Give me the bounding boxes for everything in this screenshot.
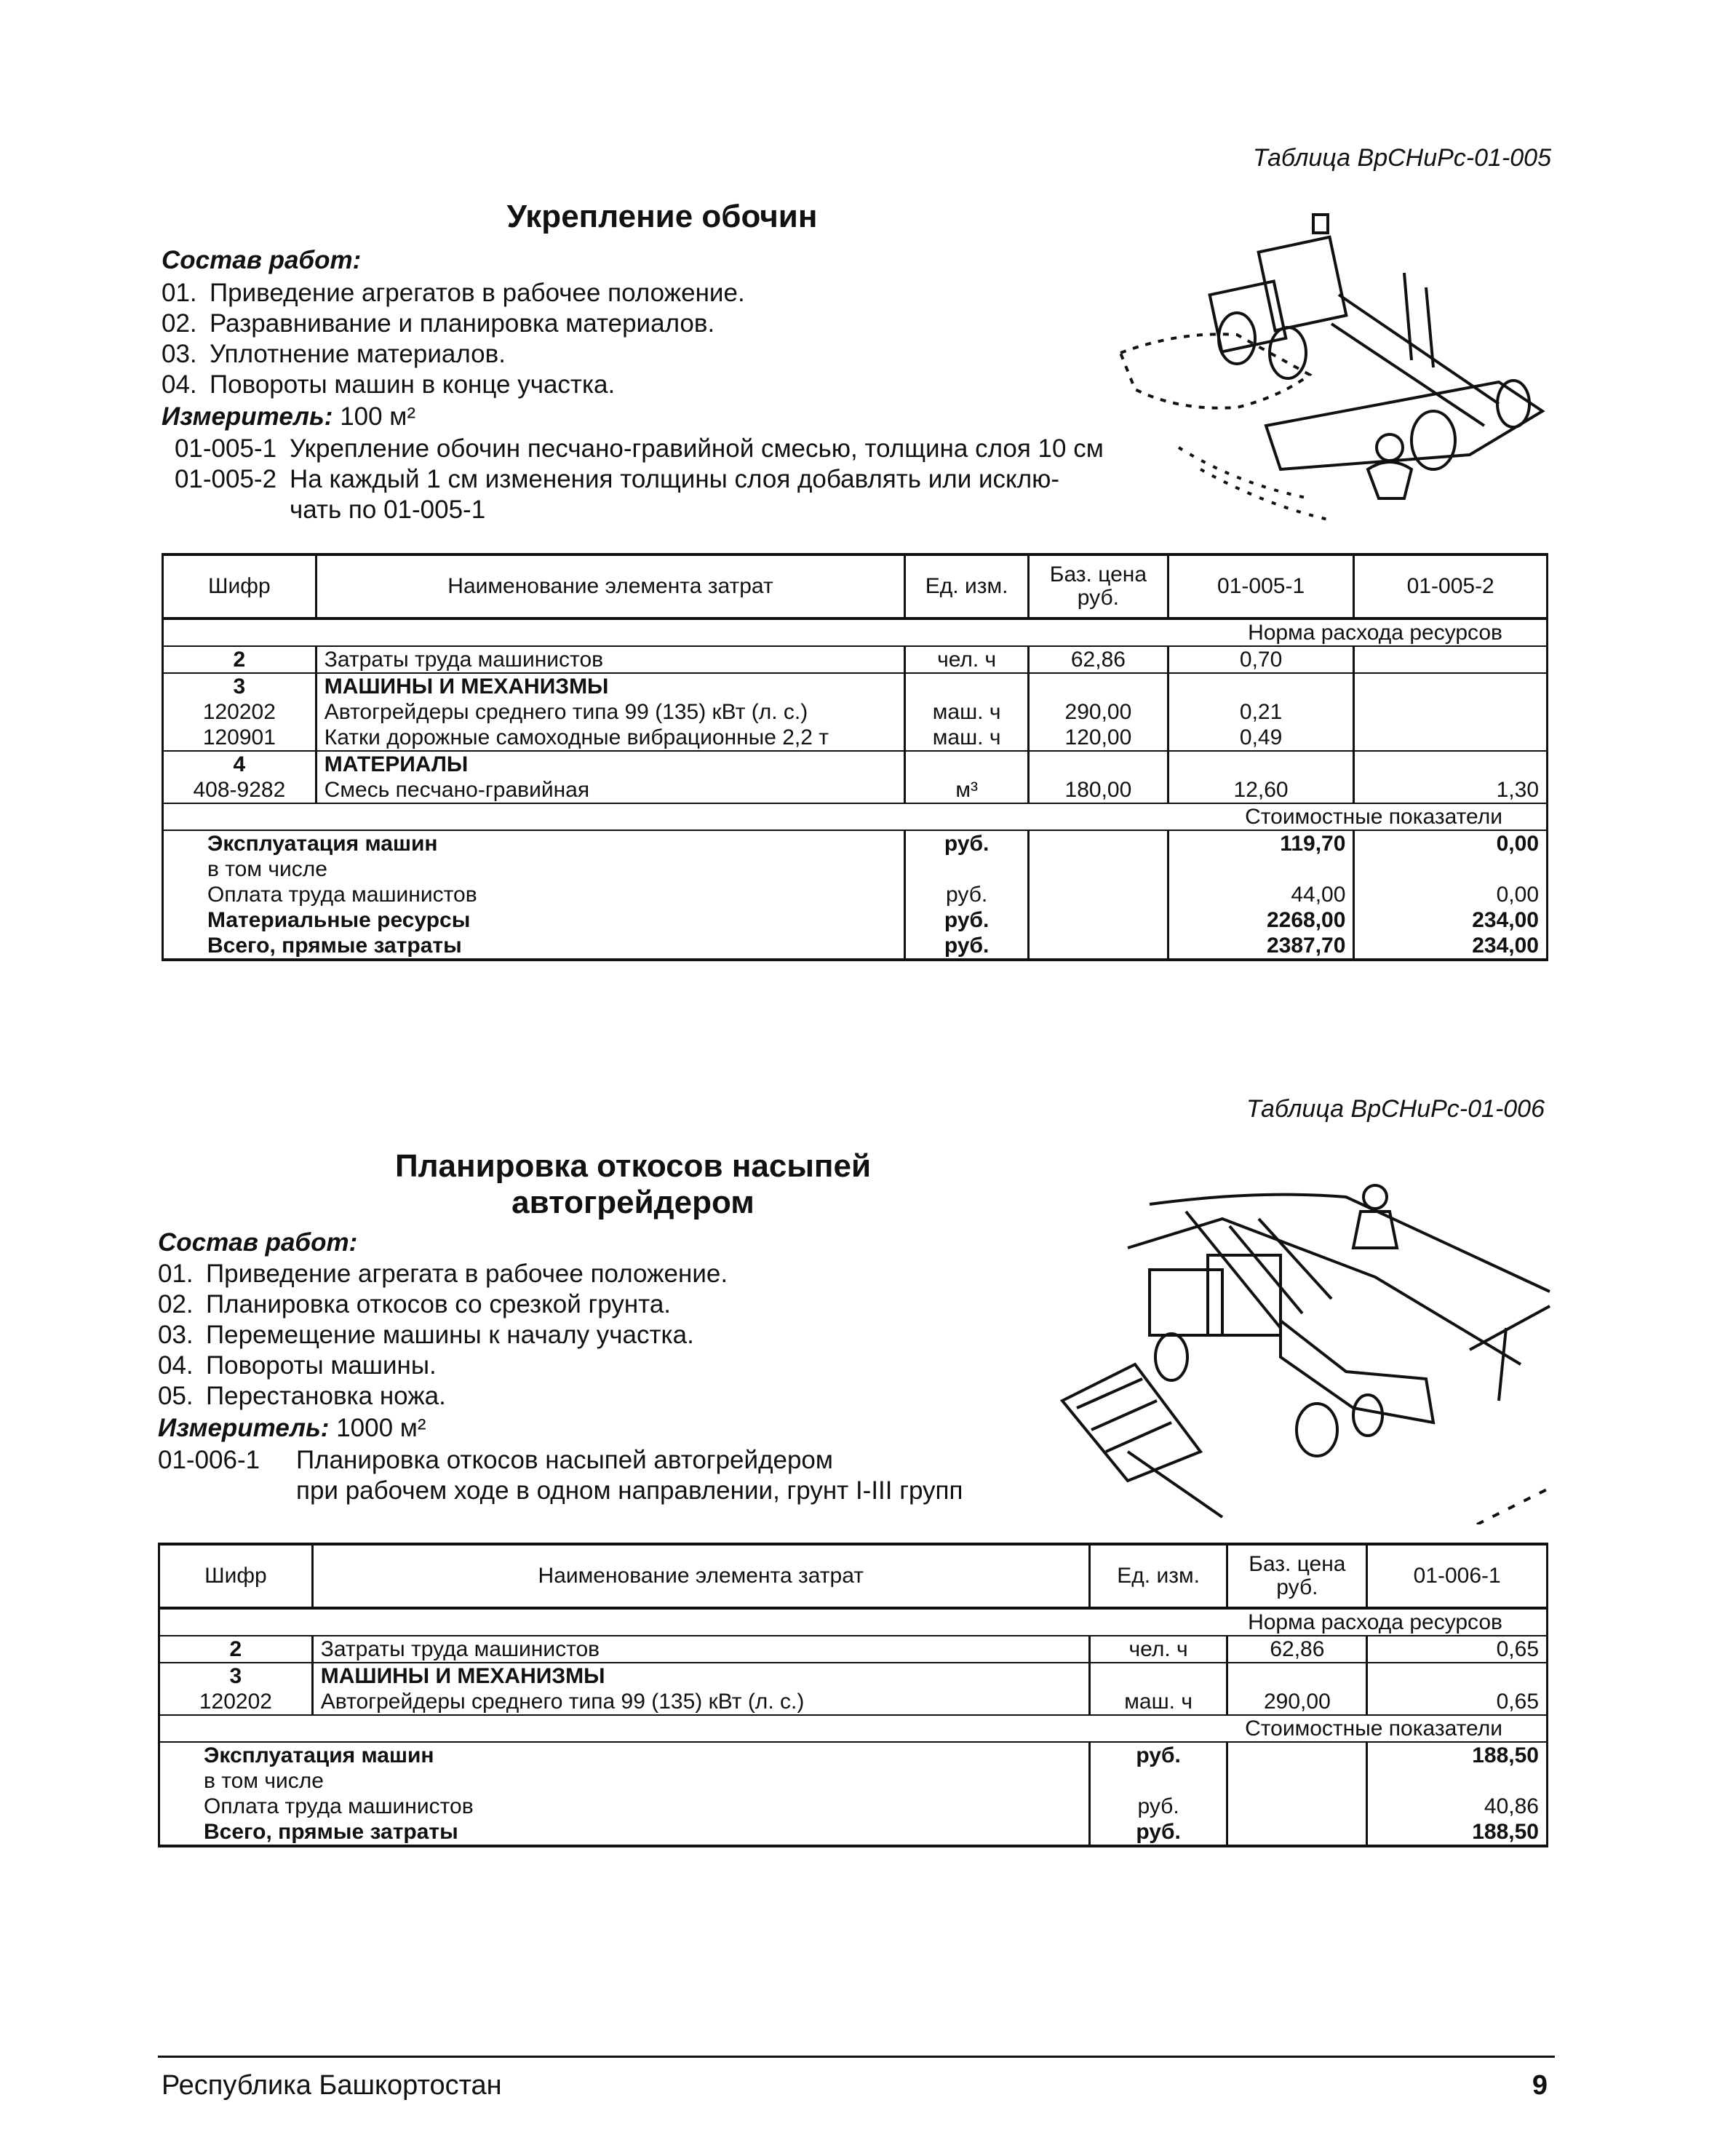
table-ref-01-006: Таблица ВрСНиРс-01-006 (1246, 1095, 1545, 1123)
table-row: 408-9282 Смесь песчано-гравийная м³ 180,00 12,60 1,30 (163, 777, 1548, 803)
table-ref-01-005: Таблица ВрСНиРс-01-005 (1252, 144, 1551, 172)
cost-row: Материальные ресурсы руб. 2268,00 234,00 (163, 907, 1548, 933)
table-row: 2 Затраты труда машинистов чел. ч 62,86 0,65 (159, 1636, 1548, 1663)
section-title-2: Планировка откосов насыпей автогрейдером (394, 1148, 872, 1220)
footer-divider (158, 2056, 1555, 2058)
code-row-continuation: чать по 01-005-1 (290, 496, 486, 524)
grader-illustration-icon (1091, 207, 1557, 535)
code-list-2 (158, 1445, 963, 1506)
resource-table-1 (162, 553, 1548, 961)
work-list-2 (158, 1259, 728, 1412)
work-item: 03. Уплотнение материалов. (162, 340, 506, 368)
table-row: 4 МАТЕРИАЛЫ (163, 751, 1548, 777)
col-header: Наименование элемента затрат (312, 1544, 1089, 1608)
table-row: 120202 Автогрейдеры среднего типа 99 (135) кВт (л. с.) маш. ч 290,00 0,21 (163, 699, 1548, 725)
col-header: Шифр (159, 1544, 313, 1608)
code-row: 01-006-1 Планировка откосов насыпей автогрейдером (158, 1446, 833, 1474)
col-header: 01-005-2 (1354, 554, 1548, 618)
work-item: 01. Приведение агрегатов в рабочее положение. (162, 279, 745, 307)
cost-row: Эксплуатация машин руб. 119,70 0,00 (163, 830, 1548, 856)
code-row: 01-005-1 Укрепление обочин песчано-гравийной смесью, толщина слоя 10 см (174, 434, 1104, 463)
table-header-row (159, 1544, 1548, 1608)
code-list-1 (162, 434, 1104, 525)
section-title-1: Укрепление обочин (506, 199, 818, 234)
work-item: 04. Повороты машин в конце участка. (162, 370, 616, 399)
cost-row: Эксплуатация машин руб. 188,50 (159, 1742, 1548, 1768)
table-row: 3 МАШИНЫ И МЕХАНИЗМЫ (159, 1663, 1548, 1689)
grader-slope-illustration-icon (1040, 1146, 1557, 1524)
code-row-continuation: при рабочем ходе в одном направлении, грунт I-III групп (296, 1476, 963, 1505)
work-item: 01. Приведение агрегата в рабочее положение. (158, 1260, 728, 1288)
table-header-row (163, 554, 1548, 618)
cost-row: в том числе (159, 1768, 1548, 1794)
cost-row: Оплата труда машинистов руб. 44,00 0,00 (163, 882, 1548, 907)
table-row: 3 МАШИНЫ И МЕХАНИЗМЫ (163, 673, 1548, 699)
section-row: Стоимостные показатели (163, 803, 1548, 830)
work-item: 02. Планировка откосов со срезкой грунта. (158, 1290, 672, 1318)
resource-table-2 (158, 1543, 1548, 1847)
page-number: 9 (1532, 2070, 1548, 2101)
measure-1: Измеритель: 100 м² (162, 402, 416, 431)
measure-2: Измеритель: 1000 м² (158, 1414, 426, 1442)
work-item: 03. Перемещение машины к началу участка. (158, 1321, 694, 1349)
table-row: 2 Затраты труда машинистов чел. ч 62,86 0,70 (163, 646, 1548, 673)
col-header: Шифр (163, 554, 316, 618)
work-item: 04. Повороты машины. (158, 1351, 437, 1380)
code-row: 01-005-2 На каждый 1 см изменения толщины слоя добавлять или исклю- (174, 465, 1060, 493)
col-header: Баз. цена руб. (1029, 554, 1168, 618)
work-item: 05. Перестановка ножа. (158, 1382, 446, 1410)
col-header: Баз. цена руб. (1227, 1544, 1367, 1608)
cost-row: Оплата труда машинистов руб. 40,86 (159, 1794, 1548, 1819)
section-row: Стоимостные показатели (159, 1715, 1548, 1742)
cost-row: в том числе (163, 856, 1548, 882)
table-row: 120202 Автогрейдеры среднего типа 99 (135) кВт (л. с.) маш. ч 290,00 0,65 (159, 1689, 1548, 1715)
col-header: Ед. изм. (1089, 1544, 1227, 1608)
section-row: Норма расхода ресурсов (159, 1608, 1548, 1636)
table-row: 120901 Катки дорожные самоходные вибрационные 2,2 т маш. ч 120,00 0,49 (163, 725, 1548, 751)
col-header: Наименование элемента затрат (316, 554, 905, 618)
footer-region: Республика Башкортостан (162, 2070, 502, 2101)
work-list-1 (162, 278, 745, 400)
work-item: 02. Разравнивание и планировка материалов. (162, 309, 715, 338)
col-header: Ед. изм. (905, 554, 1029, 618)
col-header: 01-006-1 (1367, 1544, 1548, 1608)
col-header: 01-005-1 (1168, 554, 1354, 618)
sostav-label-2: Состав работ: (158, 1228, 358, 1257)
section-row: Норма расхода ресурсов (163, 618, 1548, 646)
cost-row: Всего, прямые затраты руб. 2387,70 234,00 (163, 933, 1548, 960)
cost-row: Всего, прямые затраты руб. 188,50 (159, 1819, 1548, 1846)
sostav-label-1: Состав работ: (162, 246, 362, 274)
